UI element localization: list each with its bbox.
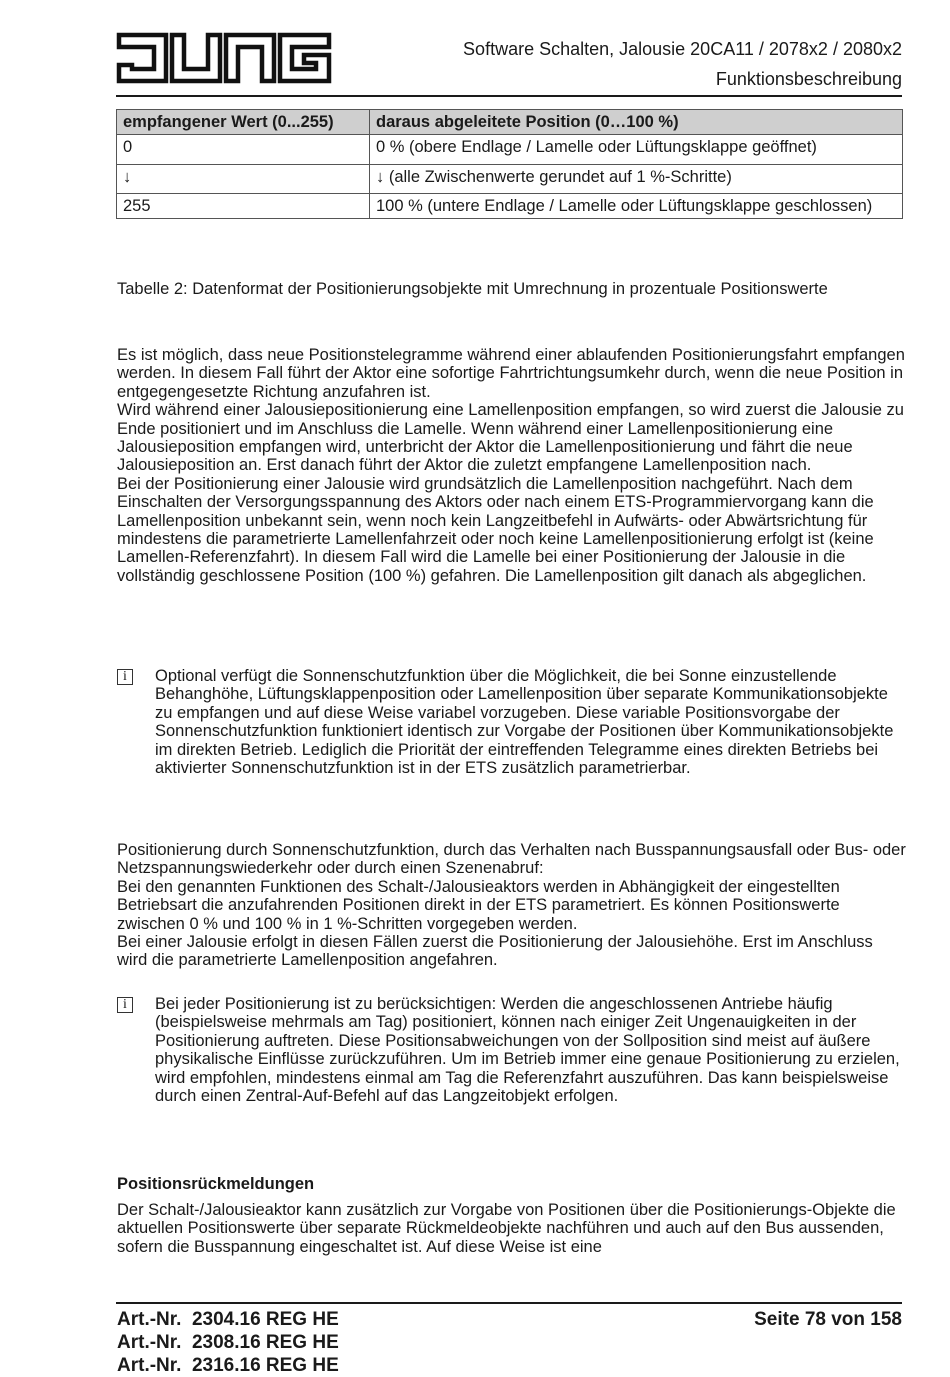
- table-header-cell: empfangener Wert (0...255): [117, 110, 370, 135]
- paragraph: Bei einer Jalousie erfolgt in diesen Fällen zuerst die Positionierung der Jalousiehöhe. Erst im Anschluss wird die parametrierte Lamellenposition angefahren.: [117, 933, 873, 970]
- table-row: [117, 194, 903, 219]
- header-title: Software Schalten, Jalousie 20CA11 / 2078x2 / 2080x2: [463, 39, 902, 59]
- paragraph: Positionierung durch Sonnenschutzfunktion, durch das Verhalten nach Busspannungsausfall oder Bus- oder Netzspannungswiederkehr oder durch einen Szenenabruf:: [117, 841, 906, 878]
- table-cell: 0: [117, 135, 370, 165]
- body-block-2: [117, 841, 907, 970]
- section-heading: Positionsrückmeldungen: [117, 1175, 315, 1193]
- article-number: Art.-Nr. 2304.16 REG HE: [117, 1309, 339, 1330]
- jung-logo: [116, 31, 332, 85]
- note-text: Optional verfügt die Sonnenschutzfunktion über die Möglichkeit, die bei Sonne einzustellende Behanghöhe, Lüftungsklappenposition oder Lamellenposition über separate Kommunikationsobjekte zu empfangen und auf diese Weise variabel vorzugeben. Diese variable Positionsvorgabe der Sonnenschutzfunktion funktioniert identisch zur Vorgabe der Positionen über Kommunikationsobjekte im direkten Betrieb. Lediglich die Priorität der eintreffenden Telegramme eines direkten Betriebs bei aktivierter Sonnenschutzfunktion ist in der ETS zusätzlich parametrierbar.: [155, 667, 894, 778]
- table-cell: ↓: [117, 165, 370, 194]
- body-block-3: [117, 1201, 907, 1256]
- paragraph: Wird während einer Jalousiepositionierung eine Lamellenposition empfangen, so wird zuerst die Jalousie zu Ende positioniert und im Anschluss die Lamelle. Wenn während einer Lamellenpositionierung eine Jalousieposition empfangen wird, unterbricht der Aktor die Lamellenpositionierung und fährt die neue Jalousieposition an. Erst danach führt der Aktor die zuletzt empfangene Lamellenposition nach.: [117, 401, 904, 475]
- note-text: Bei jeder Positionierung ist zu berücksichtigen: Werden die angeschlossenen Antriebe häufig (beispielsweise mehrmals am Tag) positioniert, können nach einiger Zeit Ungenauigkeiten in der Positionierung auftreten. Diese Positionsabweichungen von der Sollposition sind meist auf äußere physikalische Einflüsse zurückzuführen. Um im Betrieb immer eine genaue Positionierung zu erzielen, wird empfohlen, mindestens einmal am Tag die Referenzfahrt auszuführen. Das kann beispielsweise durch einen Zentral-Auf-Befehl auf das Langzeitobjekt erfolgen.: [155, 995, 900, 1106]
- table-cell: ↓ (alle Zwischenwerte gerundet auf 1 %-Schritte): [370, 165, 903, 194]
- table-header-row: [117, 110, 903, 135]
- info-note: [117, 995, 907, 1105]
- info-icon: i: [117, 669, 133, 685]
- paragraph: Bei der Positionierung einer Jalousie wird grundsätzlich die Lamellenposition nachgeführt. Nach dem Einschalten der Versorgungsspannung des Aktors oder nach einem ETS-Programmiervorgang kann die Lamellenposition unbekannt sein, wenn noch kein Langzeitbefehl in Aufwärts- oder Abwärtsrichtung für mindestens die parametrierte Lamellenfahrzeit oder noch keine Lamellenpositionierung erfolgt ist (keine Lamellen-Referenzfahrt). In diesem Fall wird die Lamelle bei einer Positionierung der Jalousie in die vollständig geschlossene Position (100 %) gefahren. Die Lamellenposition gilt danach als abgeglichen.: [117, 474, 874, 585]
- article-numbers: [117, 1308, 339, 1377]
- info-note: [117, 667, 907, 777]
- header-divider: [116, 95, 902, 97]
- page-number: Seite 78 von 158: [754, 1309, 902, 1330]
- header-subtitle: Funktionsbeschreibung: [715, 69, 902, 89]
- table-header-cell: daraus abgeleitete Position (0…100 %): [370, 110, 903, 135]
- paragraph: Der Schalt-/Jalousieaktor kann zusätzlich zur Vorgabe von Positionen über die Positionierungs-Objekte die aktuellen Positionswerte über separate Rückmeldeobjekte nachführen und auch auf den Bus aussenden, sofern die Busspannung eingeschaltet ist. Auf diese Weise ist eine: [117, 1201, 896, 1256]
- paragraph: Bei den genannten Funktionen des Schalt-/Jalousieaktors werden in Abhängigkeit der eingestellten Betriebsart die anzufahrenden Positionen direkt in der ETS parametriert. Es können Positionswerte zwischen 0 % und 100 % in 1 %-Schritten vorgegeben werden.: [117, 877, 840, 933]
- table-caption: Tabelle 2: Datenformat der Positionierungsobjekte mit Umrechnung in prozentuale Positionswerte: [117, 280, 828, 298]
- footer-divider: [116, 1302, 902, 1304]
- body-block-1: [117, 346, 907, 585]
- article-number: Art.-Nr. 2308.16 REG HE: [117, 1332, 339, 1353]
- paragraph: Es ist möglich, dass neue Positionstelegramme während einer ablaufenden Positionierungsfahrt empfangen werden. In diesem Fall führt der Aktor eine sofortige Fahrtrichtungsumkehr durch, wenn die neue Position in entgegengesetzte Richtung anzufahren ist.: [117, 346, 905, 401]
- article-number: Art.-Nr. 2316.16 REG HE: [117, 1355, 339, 1376]
- table-row: [117, 165, 903, 194]
- position-data-table: [116, 109, 903, 219]
- table-cell: 0 % (obere Endlage / Lamelle oder Lüftungsklappe geöffnet): [370, 135, 903, 165]
- table-cell: 255: [117, 194, 370, 219]
- table-cell: 100 % (untere Endlage / Lamelle oder Lüftungsklappe geschlossen): [370, 194, 903, 219]
- table-row: [117, 135, 903, 165]
- document-header: [463, 34, 902, 94]
- info-icon: i: [117, 997, 133, 1013]
